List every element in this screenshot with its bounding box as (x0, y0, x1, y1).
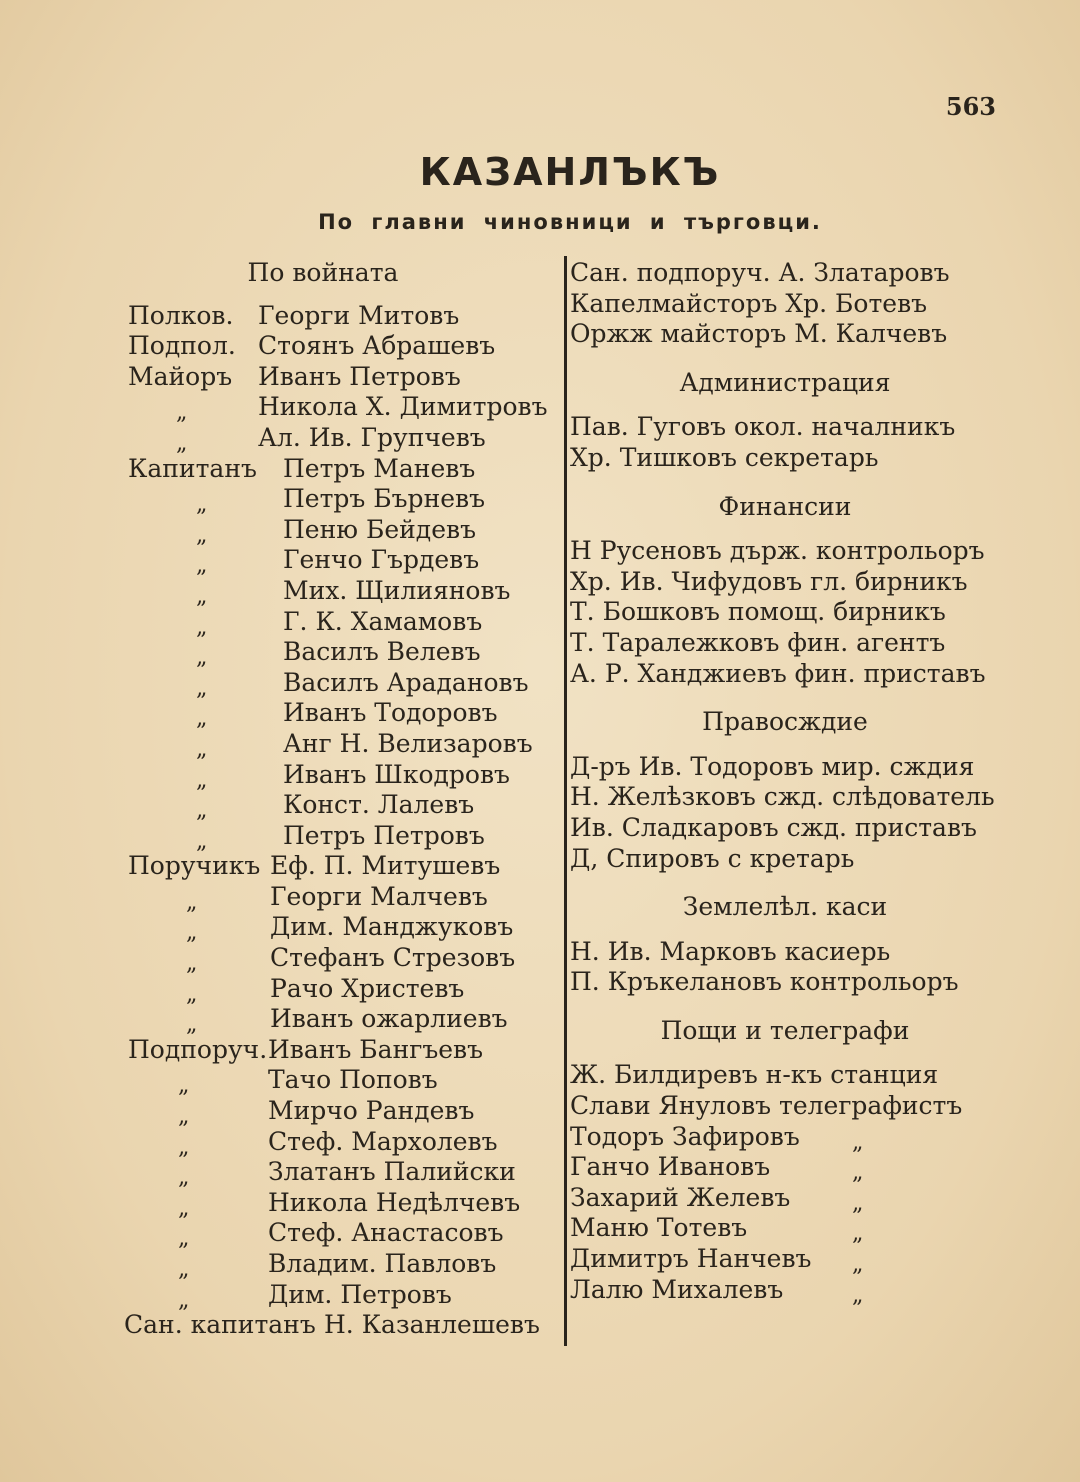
officer-row (128, 821, 558, 852)
ditto-mark: „ (196, 553, 208, 579)
ditto-mark: „ (852, 1160, 864, 1186)
officer-name: Стеф. Анастасовъ (268, 1218, 504, 1248)
ditto-mark: „ (178, 1226, 190, 1252)
officer-name: Иванъ Шкодровъ (283, 759, 510, 789)
officer-row (128, 1004, 558, 1038)
ditto-mark: „ (186, 1012, 198, 1038)
officer-name: Василъ Арадановъ (283, 667, 529, 697)
officer-row (128, 790, 558, 824)
staff-entry: Н. Желѣзковъ сжд. слѣдователь (570, 782, 995, 812)
officer-rank: Майоръ (128, 361, 233, 391)
officer-name: Конст. Лалевъ (283, 790, 475, 820)
officer-name: Дим. Манджуковъ (270, 912, 514, 942)
officer-row (128, 729, 558, 760)
officer-row (128, 1127, 558, 1158)
staff-entry: Т. Бошковъ помощ. бирникъ (570, 597, 946, 627)
officer-rank: Сан. капитанъ (124, 1310, 316, 1340)
officer-name: Стефанъ Стрезовъ (270, 943, 516, 973)
section-gap (570, 998, 1000, 1016)
staff-entry: Хр. Тишковъ секретарь (570, 442, 879, 472)
staff-entry: Слави Януловъ телеграфистъ (570, 1091, 963, 1121)
officer-name: Еф. П. Митушевъ (270, 851, 501, 881)
ditto-mark: „ (196, 492, 208, 518)
ditto-mark: „ (196, 828, 208, 854)
staff-entry: Сан. подпоруч. А. Златаровъ (570, 258, 950, 287)
staff-entry: Маню Тотевъ „ (570, 1213, 1000, 1244)
page-number: 563 (945, 92, 996, 121)
ditto-mark: „ (176, 400, 188, 426)
officer-name: Георги Митовъ (258, 300, 460, 330)
staff-entry: П. Кръкелановъ контрольоръ (570, 967, 959, 997)
officer-name: Василъ Велевъ (283, 637, 481, 667)
officer-row (128, 760, 558, 791)
officer-row (128, 668, 558, 699)
officer-name: Н. Казанлешевъ (324, 1310, 540, 1340)
officer-rank: Капитанъ (128, 453, 257, 483)
staff-entry: Д, Спировъ с кретарь (570, 843, 855, 873)
ditto-mark: „ (186, 981, 198, 1007)
ditto-mark: „ (196, 767, 208, 793)
officer-list (124, 300, 558, 1341)
officer-row (128, 515, 558, 546)
staff-entry: Лалю Михалевъ „ (570, 1275, 1000, 1306)
staff-entry: Тодоръ Зафировъ „ (570, 1122, 1000, 1153)
ditto-mark: „ (186, 889, 198, 915)
section-heading: Финансии (718, 491, 852, 521)
officer-name: Ал. Ив. Групчевъ (258, 422, 486, 452)
officer-name: Пеню Бейдевъ (283, 514, 476, 544)
officer-row (128, 698, 558, 732)
staff-entry: Н Русеновъ държ. контрольоръ (570, 536, 985, 566)
officer-row (128, 1157, 558, 1191)
left-column (124, 258, 558, 1341)
column-divider (564, 256, 567, 1346)
ditto-mark: „ (196, 583, 208, 609)
staff-entry: Захарий Желевъ „ (570, 1183, 1000, 1214)
officer-rank: Подпол. (128, 331, 236, 361)
ditto-mark: „ (196, 798, 208, 824)
officer-name: Мих. Щилияновъ (283, 575, 511, 605)
ditto-mark: „ (178, 1104, 190, 1130)
ditto-mark: „ (178, 1134, 190, 1160)
officer-name: Иванъ Тодоровъ (283, 698, 498, 728)
staff-entry: Н. Ив. Марковъ касиерь (570, 936, 891, 966)
section-gap (570, 689, 1000, 707)
ditto-mark: „ (178, 1073, 190, 1099)
ditto-mark: „ (196, 706, 208, 732)
officer-name: Г. К. Хамамовъ (283, 606, 483, 636)
ditto-mark: „ (178, 1165, 190, 1191)
ditto-mark: „ (196, 522, 208, 548)
section-heading: Администрация (679, 367, 891, 397)
ditto-mark: „ (196, 736, 208, 762)
officer-row (128, 637, 558, 671)
officer-name: Никола Х. Димитровъ (258, 392, 548, 422)
section-gap (570, 350, 1000, 368)
staff-entry: Ив. Сладкаровъ сжд. приставъ (570, 812, 977, 842)
officer-name: Тачо Поповъ (268, 1065, 438, 1095)
officer-row (128, 974, 558, 1005)
officer-name: Иванъ Петровъ (258, 361, 461, 391)
ditto-mark: „ (178, 1287, 190, 1313)
officer-row (128, 1065, 558, 1099)
staff-entry: Капелмайсторъ Хр. Ботевъ (570, 288, 928, 318)
staff-entry: Т. Таралежковъ фин. агентъ (570, 627, 946, 657)
staff-entry: Д-ръ Ив. Тодоровъ мир. сждия (570, 751, 975, 781)
officer-name: Стоянъ Абрашевъ (258, 331, 496, 361)
staff-entry: Хр. Ив. Чифудовъ гл. бирникъ (570, 566, 968, 596)
staff-entry: Оржж майсторъ М. Калчевъ (570, 319, 948, 349)
officer-row (128, 423, 558, 454)
ditto-mark: „ (196, 675, 208, 701)
page-subtitle: По главни чиновници и търговци. (318, 210, 822, 234)
ditto-mark: „ (186, 920, 198, 946)
ditto-mark: „ (852, 1282, 864, 1308)
staff-entry: Димитръ Нанчевъ „ (570, 1244, 1000, 1275)
page-title: КАЗАНЛЪКЪ (419, 150, 721, 194)
officer-rank: Поручикъ (128, 851, 261, 881)
section-gap (570, 474, 1000, 492)
officer-name: Никола Недѣлчевъ (268, 1187, 521, 1217)
officer-name: Анг Н. Велизаровъ (283, 728, 533, 758)
officer-name: Дим. Петровъ (268, 1279, 452, 1309)
officer-row (128, 1035, 558, 1066)
officer-row (128, 1249, 558, 1280)
officer-name: Генчо Гърдевъ (283, 545, 480, 575)
officer-name: Златанъ Палийски (268, 1157, 516, 1187)
officer-row (128, 301, 558, 332)
officer-row (128, 392, 558, 426)
officer-row (128, 1188, 558, 1219)
officer-row (128, 943, 558, 977)
ditto-mark: „ (178, 1257, 190, 1282)
section-heading: Пощи и телеграфи (660, 1015, 910, 1045)
staff-entry: Ганчо Ивановъ „ (570, 1152, 1000, 1183)
section-heading: Правосждие (702, 707, 868, 737)
officer-name: Георги Малчевъ (270, 881, 488, 911)
officer-name: Петръ Петровъ (283, 820, 485, 850)
section-heading: Землелѣл. каси (682, 892, 888, 922)
officer-row (128, 851, 558, 882)
officer-rank: Полков. (128, 300, 234, 330)
ditto-mark: „ (186, 951, 198, 977)
ditto-mark: „ (852, 1129, 864, 1155)
ditto-mark: „ (852, 1252, 864, 1278)
officer-name: Иванъ Бангъевъ (268, 1034, 484, 1064)
staff-entry: Пав. Гуговъ окол. началникъ (570, 412, 956, 442)
section-gap (570, 874, 1000, 892)
officer-name: Петръ Бърневъ (283, 484, 486, 514)
section-heading-war: По войната (247, 258, 399, 287)
officer-name: Мирчо Рандевъ (268, 1096, 475, 1126)
officer-rank: Подпоруч. (128, 1034, 268, 1064)
officer-row (128, 882, 558, 913)
officer-row (128, 362, 558, 393)
officer-row (124, 1310, 558, 1341)
right-column (570, 258, 1000, 1308)
officer-row (128, 1218, 558, 1252)
staff-entry: Ж. Билдиревъ н-къ станция (570, 1060, 939, 1090)
officer-name: Стеф. Мархолевъ (268, 1126, 498, 1156)
ditto-mark: „ (178, 1195, 190, 1221)
officer-name: Владим. Павловъ (268, 1249, 497, 1278)
officer-name: Иванъ ожарлиевъ (270, 1004, 508, 1034)
staff-entry: А. Р. Ханджиевъ фин. приставъ (570, 658, 986, 688)
ditto-mark: „ (196, 645, 208, 671)
ditto-mark: „ (852, 1190, 864, 1216)
officer-row (128, 1280, 558, 1311)
officer-name: Рачо Христевъ (270, 973, 465, 1003)
officer-row (128, 454, 558, 485)
officer-row (128, 484, 558, 518)
ditto-mark: „ (196, 614, 208, 640)
ditto-mark: „ (176, 430, 188, 456)
officer-row (128, 912, 558, 946)
officer-name: Петръ Маневъ (283, 453, 476, 483)
officer-row (128, 607, 558, 638)
officer-row (128, 331, 558, 362)
officer-row (128, 1096, 558, 1130)
ditto-mark: „ (852, 1221, 864, 1247)
officer-row (128, 545, 558, 579)
officer-row (128, 576, 558, 607)
